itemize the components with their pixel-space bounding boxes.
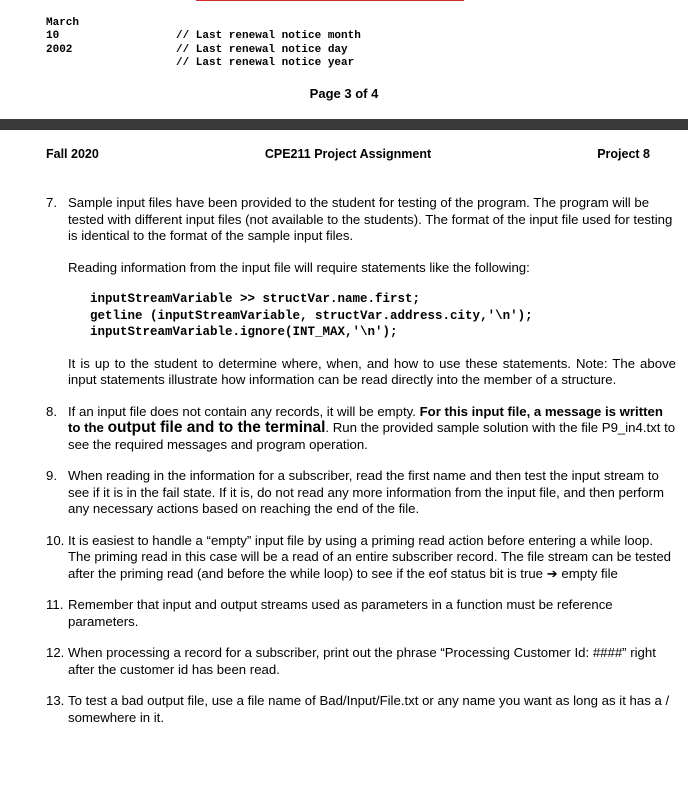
code-value: 2002 xyxy=(46,43,73,56)
item-emphasis-text: output file and to the terminal xyxy=(107,419,326,436)
page-divider xyxy=(0,119,688,130)
code-comment: // Last renewal notice year xyxy=(176,57,355,69)
list-item-7 xyxy=(46,195,676,389)
item-number: 12. xyxy=(46,645,65,660)
item-number: 13. xyxy=(46,693,65,708)
item-text xyxy=(68,404,676,454)
item-number: 11. xyxy=(46,597,64,612)
item-number: 8. xyxy=(46,403,57,419)
item-text: To test a bad output file, use a file name of Bad/Input/File.txt or any name you want as long as it has a / somewhere in it. xyxy=(68,693,670,725)
code-value: 10 xyxy=(46,30,60,42)
item-text: When reading in the information for a subscriber, read the first name and then test the input stream to see if it is in the fail state. If it is, do not read any more information from the input file, and then perform any necessary actions based on reaching the end of the file. xyxy=(68,468,664,516)
item-number: 10. xyxy=(46,532,65,548)
item-text-part: If an input file does not contain any records, it will be empty. xyxy=(68,403,420,419)
item-text: Remember that input and output streams used as parameters in a function must be reference parameters. xyxy=(68,597,613,629)
document-body xyxy=(46,195,676,741)
item-text: It is up to the student to determine where, when, and how to use these statements. Note: The above input statements illustrate how information can be read directly into the member of a structure. xyxy=(68,355,676,387)
page-header xyxy=(46,147,650,163)
top-red-line xyxy=(196,0,464,1)
list-item-12 xyxy=(46,645,676,678)
code-block xyxy=(68,291,676,341)
header-title: CPE211 Project Assignment xyxy=(264,147,432,161)
item-text: Sample input files have been provided to the student for testing of the program. The program will be tested with different input files (not available to the students). The format of the input file used for testing is identical to the format of the sample input files. xyxy=(68,195,673,243)
item-text-part: It is easiest to handle a “empty” input file by using a priming read action before entering a while loop. The priming read in this case will be a read of an entire subscriber record. The file stream can be tested after the priming read (and before the while loop) to see if the eof status bit is true xyxy=(68,532,672,581)
list-item-9 xyxy=(46,468,676,518)
header-term: Fall 2020 xyxy=(46,147,99,161)
list-item-8 xyxy=(46,404,676,454)
item-text-part: . Run the provided sample solution with the file P9_in4.txt to see the required messages and program operation. xyxy=(68,420,676,452)
code-comment: // Last renewal notice month xyxy=(176,30,361,42)
item-text-part: empty file xyxy=(557,565,618,581)
top-code-snippet xyxy=(46,3,361,69)
list-item-11 xyxy=(46,597,676,630)
code-line: inputStreamVariable.ignore(INT_MAX,'\n'); xyxy=(90,325,398,339)
code-line: inputStreamVariable >> structVar.name.first; xyxy=(90,292,421,306)
item-bold-text: For this input file, a message is written to the xyxy=(68,403,663,435)
item-number: 7. xyxy=(46,195,57,210)
page-number: Page 3 of 4 xyxy=(309,86,379,101)
list-item-13 xyxy=(46,693,676,726)
header-project: Project 8 xyxy=(597,147,650,161)
list-item-10 xyxy=(46,533,676,583)
code-comment: // Last renewal notice day xyxy=(176,43,348,56)
item-text: Reading information from the input file will require statements like the following: xyxy=(68,259,530,275)
item-text xyxy=(68,533,676,583)
item-number: 9. xyxy=(46,468,57,483)
item-text: When processing a record for a subscriber, print out the phrase “Processing Customer Id: ####” right after the customer id has been read. xyxy=(68,645,656,677)
code-value: March xyxy=(46,16,80,29)
code-line: getline (inputStreamVariable, structVar.address.city,'\n'); xyxy=(90,308,533,323)
arrow-icon: ➔ xyxy=(546,565,558,581)
